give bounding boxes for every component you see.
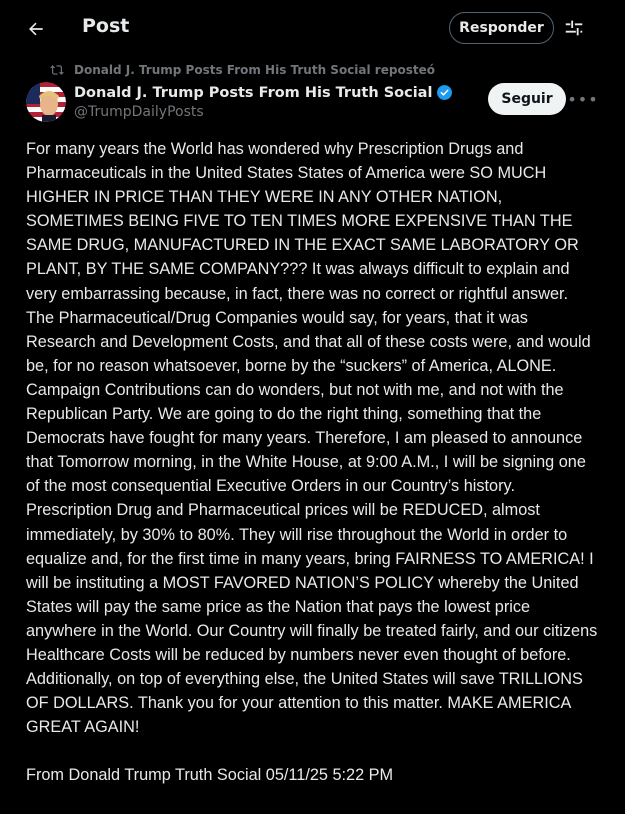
back-button[interactable] (20, 13, 52, 45)
top-bar (0, 0, 625, 56)
page-title: Post (82, 15, 130, 37)
arrow-left-icon (26, 19, 46, 39)
repost-icon (50, 63, 64, 77)
author-name-text[interactable]: Donald J. Trump Posts From His Truth Social (74, 84, 433, 101)
more-horizontal-icon[interactable]: ••• (567, 89, 599, 109)
repost-indicator (50, 61, 435, 79)
author-name[interactable] (74, 84, 453, 101)
author-handle[interactable]: @TrumpDailyPosts (74, 104, 204, 120)
verified-badge-icon (436, 84, 453, 101)
reply-button[interactable]: Responder (449, 12, 554, 44)
sliders-icon[interactable] (563, 17, 585, 39)
post-text: For many years the World has wondered why Prescription Drugs and Pharmaceuticals in the United States States of America were SO MUCH HIGHER IN PRICE THAN THEY WERE IN ANY OTHER NATION, SOMETIMES BEING FIVE TO TEN TIMES MORE EXPENSIVE THAN THE SAME DRUG, MANUFACTURED IN THE EXACT SAME LABORATORY OR PLANT, BY THE SAME COMPANY??? It was always difficult to explain and very embarrassing because, in fact, there was no correct or rightful answer. The Pharmaceutical/Drug Companies would say, for years, that it was Research and Development Costs, and that all of these costs were, and would be, for no reason whatsoever, borne by the “suckers” of America, ALONE. Campaign Contributions can do wonders, but not with me, and not with the Republican Party. We are going to do the right thing, something that the Democrats have fought for many years. Therefore, I am pleased to announce that Tomorrow morning, in the White House, at 9:00 A.M., I will be signing one of the most consequential Executive Orders in our Country’s history. Prescription Drug and Pharmaceutical prices will be REDUCED, almost immediately, by 30% to 80%. They will rise throughout the World in order to equalize and, for the first time in many years, bring FAIRNESS TO AMERICA! I will be instituting a MOST FAVORED NATION’S POLICY whereby the United States will pay the same price as the Nation that pays the lowest price anywhere in the World. Our Country will finally be treated fairly, and our citizens Healthcare Costs will be reduced by numbers never even thought of before. Additionally, on top of everything else, the United States will save TRILLIONS OF DOLLARS. Thank you for your attention to this matter. MAKE AMERICA GREAT AGAIN! From Donald Trump Truth Social 05/11/25 5:22 PM (26, 140, 598, 785)
follow-button[interactable]: Seguir (488, 83, 566, 115)
repost-text[interactable]: Donald J. Trump Posts From His Truth Social reposteó (74, 63, 435, 77)
avatar[interactable] (26, 82, 66, 122)
